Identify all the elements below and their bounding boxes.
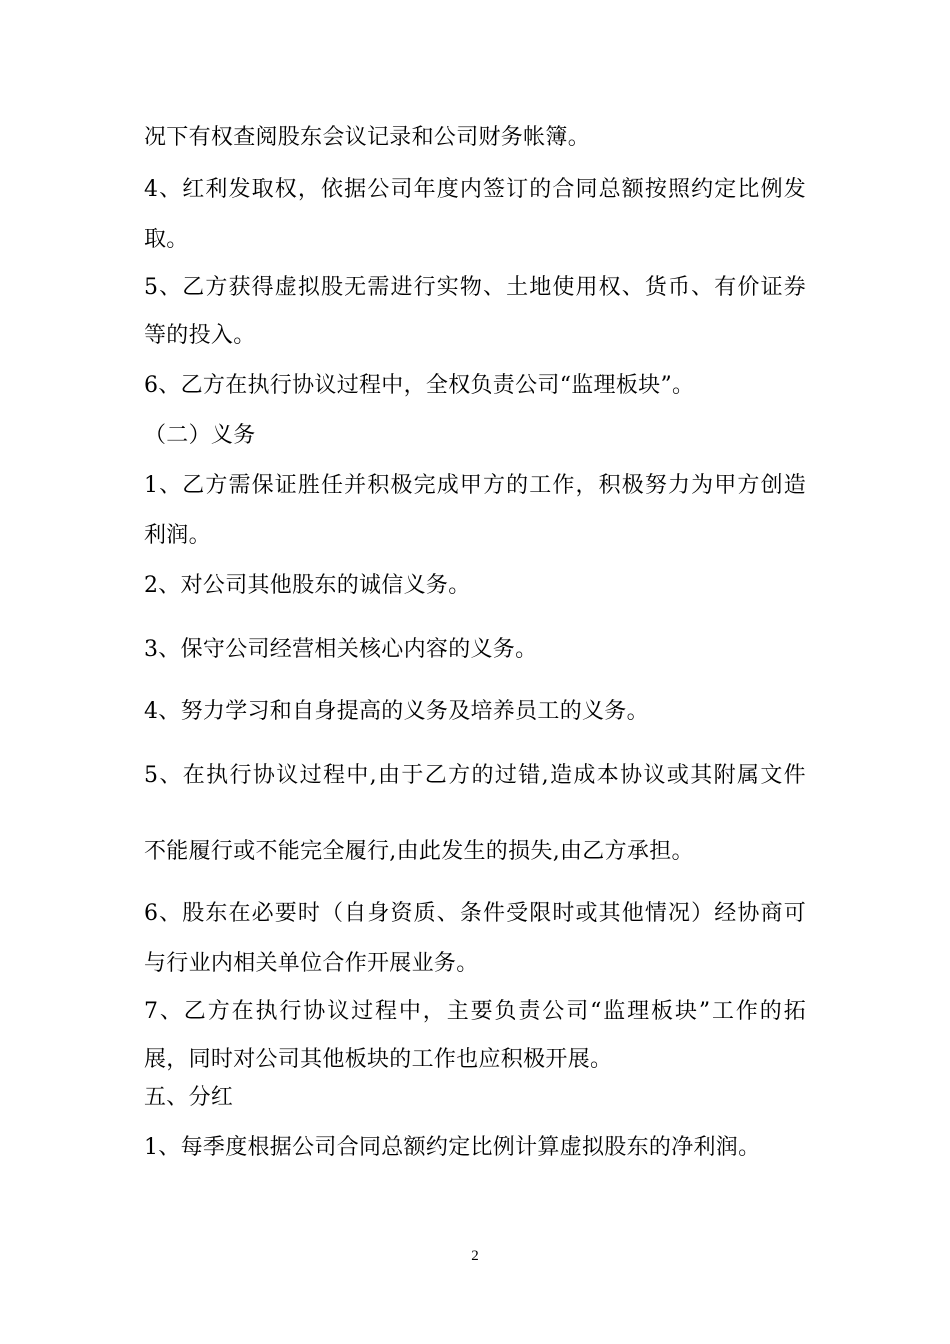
text-line: 1、每季度根据公司合同总额约定比例计算虚拟股东的净利润。 bbox=[144, 1135, 761, 1160]
text-line: 4、努力学习和自身提高的义务及培养员工的义务。 bbox=[144, 699, 649, 724]
page-number: 2 bbox=[471, 1248, 479, 1264]
text-line: 6、乙方在执行协议过程中，全权负责公司“监理板块”。 bbox=[144, 373, 695, 398]
text-line: 7、乙方在执行协议过程中，主要负责公司“监理板块”工作的拓 bbox=[144, 999, 806, 1024]
text-line: 等的投入。 bbox=[144, 323, 256, 348]
text-line: 展，同时对公司其他板块的工作也应积极开展。 bbox=[144, 1047, 613, 1072]
text-line: 4、红利发取权，依据公司年度内签订的合同总额按照约定比例发 bbox=[144, 177, 806, 202]
text-line: 1、乙方需保证胜任并积极完成甲方的工作，积极努力为甲方创造 bbox=[144, 473, 806, 498]
section-heading: （二）义务 bbox=[144, 423, 256, 448]
section-heading: 五、分红 bbox=[144, 1085, 234, 1110]
text-line: 5、在执行协议过程中,由于乙方的过错,造成本协议或其附属文件 bbox=[144, 763, 806, 788]
text-line: 3、保守公司经营相关核心内容的义务。 bbox=[144, 637, 538, 662]
text-line: 取。 bbox=[144, 227, 189, 252]
text-line: 5、乙方获得虚拟股无需进行实物、土地使用权、货币、有价证券 bbox=[144, 275, 806, 300]
text-line: 2、对公司其他股东的诚信义务。 bbox=[144, 573, 471, 598]
text-line: 况下有权查阅股东会议记录和公司财务帐簿。 bbox=[144, 125, 591, 150]
text-line: 利润。 bbox=[144, 523, 211, 548]
text-line: 与行业内相关单位合作开展业务。 bbox=[144, 951, 479, 976]
text-line: 不能履行或不能完全履行,由此发生的损失,由乙方承担。 bbox=[144, 839, 694, 864]
text-line: 6、股东在必要时（自身资质、条件受限时或其他情况）经协商可 bbox=[144, 901, 806, 926]
